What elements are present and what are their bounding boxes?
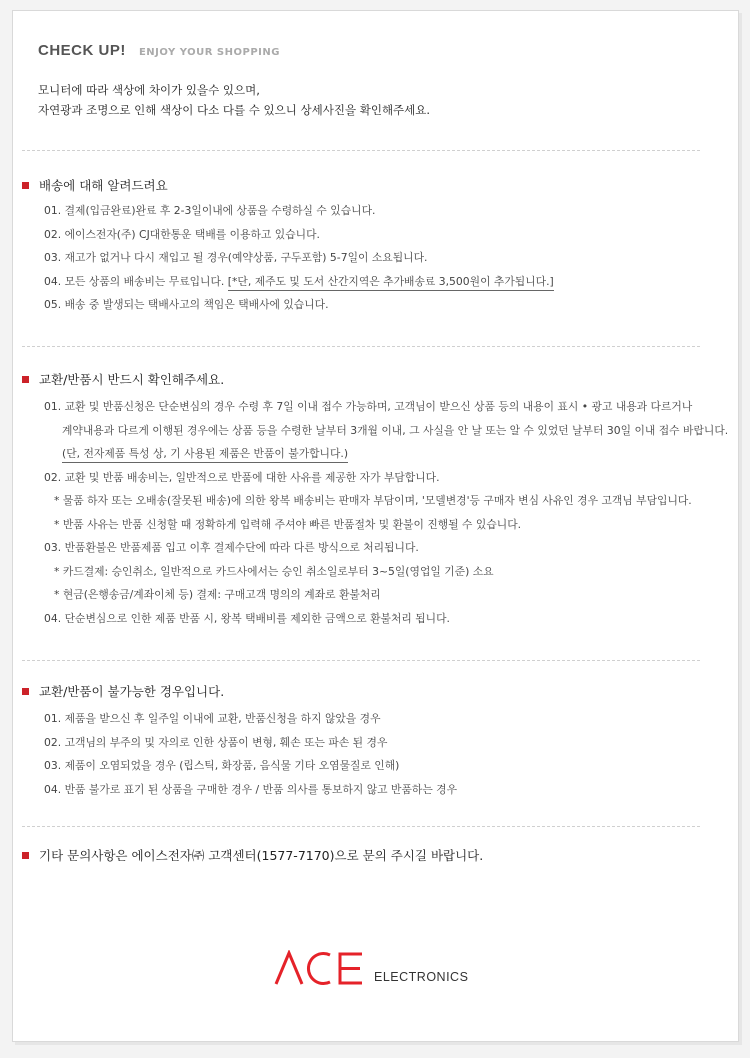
check-up-title: CHECK UP! (38, 42, 126, 59)
list-item: 03. 제품이 오염되었을 경우 (립스틱, 화장품, 음식물 기타 오염물질로 인해) (44, 759, 400, 772)
list-item: 02. 에이스전자(주) CJ대한통운 택배를 이용하고 있습니다. (44, 227, 320, 241)
list-item: 01. 제품을 받으신 후 일주일 이내에 교환, 반품신청을 하지 않았을 경우 (44, 712, 381, 725)
list-subitem: * 반품 사유는 반품 신청할 때 정확하게 입력해 주셔야 빠른 반품절차 및 환불이 진행될 수 있습니다. (54, 517, 522, 531)
bullet-icon (22, 376, 29, 383)
island-fee-note: [*단, 제주도 및 도서 산간지역은 추가배송료 3,500원이 추가됩니다.] (228, 275, 554, 291)
contact-line (22, 846, 483, 864)
list-item: 02. 고객님의 부주의 및 자의로 인한 상품이 변형, 훼손 또는 파손 된 경우 (44, 735, 388, 749)
divider (22, 150, 700, 151)
list-item: 04. 반품 불가로 표기 된 상품을 구매한 경우 / 반품 의사를 통보하지 않고 반품하는 경우 (44, 782, 458, 796)
list-subitem: * 카드결제: 승인취소, 일반적으로 카드사에서는 승인 취소일로부터 3~5일(영업일 기준) 소요 (54, 564, 494, 578)
intro-text (38, 80, 430, 120)
exchange-list (44, 395, 728, 630)
section-title-text: 교환/반품이 불가능한 경우입니다. (39, 684, 225, 699)
list-item: 계약내용과 다르게 이행된 경우에는 상품 등을 수령한 날부터 3개월 이내, 그 사실을 안 날 또는 알 수 있었던 날부터 30일 이내 접수 바랍니다. (62, 423, 729, 437)
intro-line: 모니터에 따라 색상에 차이가 있을수 있으며, (38, 83, 260, 97)
list-item: 02. 교환 및 반품 배송비는, 일반적으로 반품에 대한 사유를 제공한 자가 부담합니다. (44, 470, 440, 484)
electronics-note: (단, 전자제품 특성 상, 기 사용된 제품은 반품이 불가합니다.) (62, 447, 348, 463)
list-item: 01. 결제(입금완료)완료 후 2-3일이내에 상품을 수령하실 수 있습니다. (44, 204, 376, 217)
list-subitem: * 현금(은행송금/계좌이체 등) 결제: 구매고객 명의의 계좌로 환불처리 (54, 588, 381, 601)
intro-line: 자연광과 조명으로 인해 색상이 다소 다를 수 있으니 상세사진을 확인해주세요. (38, 103, 431, 117)
section-title-text: 교환/반품시 반드시 확인해주세요. (39, 372, 225, 387)
ace-electronics-logo (274, 950, 468, 986)
bullet-icon (22, 688, 29, 695)
electronics-wordmark: ELECTRONICS (374, 970, 469, 984)
impossible-section-title (22, 682, 224, 700)
list-subitem: * 물품 하자 또는 오배송(잘못된 배송)에 의한 왕복 배송비는 판매자 부담이며, '모델변경'등 구매자 변심 사유인 경우 고객님 부담입니다. (54, 494, 692, 507)
list-item: 03. 재고가 없거나 다시 재입고 될 경우(예약상품, 구두포함) 5-7일이 소요됩니다. (44, 251, 428, 264)
divider (22, 660, 700, 661)
ace-logo-icon (274, 950, 366, 986)
list-item: 05. 배송 중 발생되는 택배사고의 책임은 택배사에 있습니다. (44, 298, 329, 311)
list-item (44, 270, 554, 294)
list-item-text: 04. 모든 상품의 배송비는 무료입니다. (44, 274, 225, 288)
exchange-section-title (22, 370, 224, 388)
divider (22, 346, 700, 347)
section-title-text: 배송에 대해 알려드려요 (39, 178, 168, 193)
contact-text: 기타 문의사항은 에이스전자㈜ 고객센터(1577-7170)으로 문의 주시길 바랍니다. (39, 848, 484, 863)
bullet-icon (22, 182, 29, 189)
divider (22, 826, 700, 827)
check-up-header (38, 40, 280, 59)
list-item (44, 442, 728, 466)
enjoy-shopping-subtitle: ENJOY YOUR SHOPPING (138, 47, 280, 58)
delivery-list (44, 199, 554, 317)
list-item: 04. 단순변심으로 인한 제품 반품 시, 왕복 택배비를 제외한 금액으로 환불처리 됩니다. (44, 611, 450, 625)
list-item: 03. 반품환불은 반품제품 입고 이후 결제수단에 따라 다른 방식으로 처리됩니다. (44, 541, 419, 554)
impossible-list (44, 707, 457, 801)
list-item: 01. 교환 및 반품신청은 단순변심의 경우 수령 후 7일 이내 접수 가능하며, 고객님이 받으신 상품 등의 내용이 표시 • 광고 내용과 다르거나 (44, 400, 693, 413)
delivery-section-title (22, 176, 168, 194)
bullet-icon (22, 852, 29, 859)
